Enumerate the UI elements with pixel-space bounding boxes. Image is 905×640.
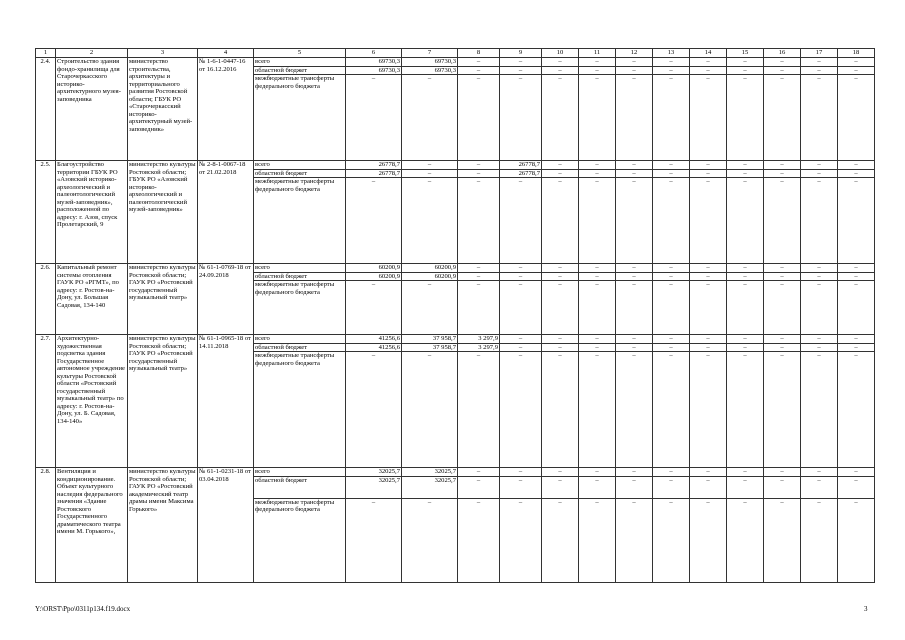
amount-year: – (801, 272, 838, 281)
amount-year: – (838, 58, 875, 67)
amount-year: – (690, 161, 727, 170)
amount-year: – (616, 468, 653, 477)
amount-year: – (764, 178, 801, 264)
funding-source: межбюджетные трансферты федерального бюджета (254, 281, 346, 335)
amount-year: – (801, 335, 838, 344)
amount-year: – (838, 498, 875, 582)
amount-year: – (653, 272, 690, 281)
object-name: Капитальный ремонт системы отопления ГАУК РО «РГМТ», по адресу: г. Ростов-на-Дону, ул. Большая Садовая, 134-140 (56, 264, 128, 335)
amount-year: – (542, 161, 579, 170)
amount-total: – (346, 75, 402, 161)
amount-year: – (801, 178, 838, 264)
amount-total: 26778,7 (346, 161, 402, 170)
funding-source: всего (254, 161, 346, 170)
column-number: 15 (727, 49, 764, 58)
amount-year: – (764, 352, 801, 468)
amount-year: – (579, 264, 616, 273)
amount-year: – (838, 272, 875, 281)
amount-year: – (500, 281, 542, 335)
amount-year: – (727, 169, 764, 178)
amount-total: 26778,7 (346, 169, 402, 178)
amount-year: – (653, 66, 690, 75)
amount-year: – (616, 272, 653, 281)
amount-year: – (542, 498, 579, 582)
item-number: 2.5. (36, 161, 56, 264)
amount-year: – (500, 272, 542, 281)
amount-year: – (727, 161, 764, 170)
column-number: 11 (579, 49, 616, 58)
amount-year: – (616, 75, 653, 161)
amount-year: – (579, 352, 616, 468)
funding-source: всего (254, 58, 346, 67)
amount-year: 60200,9 (402, 272, 458, 281)
amount-year: – (542, 476, 579, 498)
amount-total: 60200,9 (346, 264, 402, 273)
approval-document: № 61-1-0231-18 от 03.04.2018 (198, 468, 254, 583)
amount-year: – (579, 75, 616, 161)
amount-year: – (579, 66, 616, 75)
table-row (36, 335, 875, 344)
amount-total: 60200,9 (346, 272, 402, 281)
amount-year: – (653, 169, 690, 178)
amount-year: – (727, 468, 764, 477)
amount-year: – (542, 335, 579, 344)
amount-year: – (801, 264, 838, 273)
amount-year: 69730,3 (402, 66, 458, 75)
amount-year: – (764, 169, 801, 178)
amount-year: – (458, 161, 500, 170)
column-number: 5 (254, 49, 346, 58)
approval-document: № 1-6-1-0447-16 от 16.12.2016 (198, 58, 254, 161)
column-number: 7 (402, 49, 458, 58)
item-number: 2.4. (36, 58, 56, 161)
amount-year: – (500, 343, 542, 352)
object-name: Благоустройство территории ГБУК РО «Азовский историко-археологический и палеонтологический музей-заповедник», расположенной по адресу: г. Азов, спуск Пролетарский, 9 (56, 161, 128, 264)
amount-year: – (653, 476, 690, 498)
amount-year: – (500, 352, 542, 468)
amount-year: – (838, 476, 875, 498)
column-number: 17 (801, 49, 838, 58)
amount-year: – (727, 281, 764, 335)
amount-year: – (402, 352, 458, 468)
item-number: 2.7. (36, 335, 56, 468)
amount-year: – (500, 468, 542, 477)
funding-source: межбюджетные трансферты федерального бюджета (254, 352, 346, 468)
amount-year: 3 297,9 (458, 335, 500, 344)
column-number: 4 (198, 49, 254, 58)
object-name: Архитектурно-художественная подсветка здания Государственное автономное учреждение культуры Ростовской области «Ростовский государственный музыкальный театр» по адресу: г. Ростов-на-Дону, ул. Б. Садовая, 134-140» (56, 335, 128, 468)
amount-year: – (838, 75, 875, 161)
amount-year: – (653, 498, 690, 582)
approval-document: № 61-1-0769-18 от 24.09.2018 (198, 264, 254, 335)
amount-year: – (616, 343, 653, 352)
amount-year: – (542, 75, 579, 161)
amount-year: 3 297,9 (458, 343, 500, 352)
amount-year: 26778,7 (500, 169, 542, 178)
amount-year: – (690, 272, 727, 281)
amount-year: – (838, 178, 875, 264)
amount-year: – (500, 58, 542, 67)
amount-year: – (838, 66, 875, 75)
amount-year: – (579, 58, 616, 67)
amount-year: – (458, 66, 500, 75)
amount-total: 69730,3 (346, 58, 402, 67)
amount-year: – (616, 58, 653, 67)
amount-year: – (690, 468, 727, 477)
amount-year: – (690, 335, 727, 344)
column-number: 2 (56, 49, 128, 58)
amount-year: – (616, 161, 653, 170)
amount-year: – (458, 58, 500, 67)
funding-source: всего (254, 468, 346, 477)
amount-year: – (402, 75, 458, 161)
amount-year: – (542, 272, 579, 281)
object-name: Строительство здания фондо-хранилища для Старочеркасского историко-архитектурного музея-заповедника (56, 58, 128, 161)
amount-year: – (579, 343, 616, 352)
amount-year: – (500, 335, 542, 344)
funding-source: областной бюджет (254, 169, 346, 178)
amount-year: – (690, 58, 727, 67)
table-row (36, 58, 875, 67)
amount-year: – (801, 75, 838, 161)
amount-year: – (801, 169, 838, 178)
file-path: Y:\ORST\Ppo\0311p134.f19.docx (35, 605, 131, 613)
amount-year: – (801, 161, 838, 170)
amount-year: – (690, 264, 727, 273)
amount-year: – (764, 343, 801, 352)
amount-year: – (727, 264, 764, 273)
amount-year: – (579, 498, 616, 582)
amount-year: – (500, 476, 542, 498)
amount-year: – (616, 352, 653, 468)
amount-year: – (653, 335, 690, 344)
amount-year: – (764, 468, 801, 477)
amount-year: – (801, 343, 838, 352)
amount-year: – (801, 281, 838, 335)
amount-year: – (838, 264, 875, 273)
amount-year: – (458, 75, 500, 161)
amount-total: 41256,6 (346, 343, 402, 352)
table-row (36, 264, 875, 273)
amount-total: – (346, 498, 402, 582)
amount-year: – (500, 66, 542, 75)
amount-year: – (458, 169, 500, 178)
amount-year: – (542, 178, 579, 264)
amount-year: – (653, 264, 690, 273)
executor: министерство культуры Ростовской области; ГАУК РО «Ростовский государственный музыкальный театр» (128, 335, 198, 468)
amount-year: – (764, 281, 801, 335)
amount-year: – (690, 476, 727, 498)
amount-year: – (402, 161, 458, 170)
amount-year: – (458, 476, 500, 498)
column-number: 9 (500, 49, 542, 58)
amount-year: – (653, 58, 690, 67)
amount-year: – (801, 476, 838, 498)
column-number: 1 (36, 49, 56, 58)
amount-year: – (690, 169, 727, 178)
amount-year: – (653, 343, 690, 352)
funding-source: областной бюджет (254, 476, 346, 498)
amount-year: – (402, 178, 458, 264)
executor: министерство культуры Ростовской области; ГАУК РО «Ростовский академический театр драмы имени Максима Горького» (128, 468, 198, 583)
amount-total: – (346, 281, 402, 335)
column-number: 14 (690, 49, 727, 58)
amount-year: – (500, 498, 542, 582)
amount-year: – (616, 264, 653, 273)
amount-year: – (727, 498, 764, 582)
amount-total: 32025,7 (346, 468, 402, 477)
funding-source: межбюджетные трансферты федерального бюджета (254, 75, 346, 161)
funding-source: областной бюджет (254, 343, 346, 352)
executor: министерство культуры Ростовской области; ГАУК РО «Ростовский государственный музыкальный театр» (128, 264, 198, 335)
amount-year: – (690, 343, 727, 352)
amount-year: – (838, 352, 875, 468)
amount-year: – (542, 66, 579, 75)
amount-year: – (542, 264, 579, 273)
amount-year: – (727, 352, 764, 468)
page-number: 3 (864, 605, 868, 613)
approval-document: № 2-8-1-0067-18 от 21.02.2018 (198, 161, 254, 264)
amount-year: – (727, 66, 764, 75)
amount-year: – (838, 335, 875, 344)
funding-source: всего (254, 335, 346, 344)
amount-year: – (727, 343, 764, 352)
amount-year: – (764, 58, 801, 67)
table-row (36, 468, 875, 477)
column-number: 16 (764, 49, 801, 58)
amount-year: – (616, 66, 653, 75)
amount-year: – (458, 352, 500, 468)
amount-year: – (838, 169, 875, 178)
amount-year: – (616, 281, 653, 335)
approval-document: № 61-1-0965-18 от 14.11.2018 (198, 335, 254, 468)
amount-year: – (653, 161, 690, 170)
amount-year: – (653, 75, 690, 161)
amount-year: – (500, 178, 542, 264)
amount-year: – (764, 264, 801, 273)
amount-year: – (801, 498, 838, 582)
amount-total: – (346, 178, 402, 264)
amount-year: – (579, 468, 616, 477)
amount-year: – (764, 272, 801, 281)
column-number-row (36, 49, 875, 58)
amount-year: – (402, 169, 458, 178)
amount-year: 26778,7 (500, 161, 542, 170)
column-number: 12 (616, 49, 653, 58)
amount-total: – (346, 352, 402, 468)
amount-year: – (542, 352, 579, 468)
amount-year: 32025,7 (402, 476, 458, 498)
amount-year: – (764, 161, 801, 170)
amount-year: – (838, 281, 875, 335)
amount-year: – (542, 58, 579, 67)
amount-year: – (579, 335, 616, 344)
amount-year: – (653, 281, 690, 335)
amount-year: – (801, 66, 838, 75)
amount-year: – (542, 343, 579, 352)
amount-year: – (838, 161, 875, 170)
object-name: Вентиляция и кондиционирование. Объект культурного наследия федерального значения «Здание Ростовского Государственного драматического театра имени М. Горького», (56, 468, 128, 583)
amount-year: – (458, 468, 500, 477)
amount-year: 32025,7 (402, 468, 458, 477)
amount-year: – (838, 343, 875, 352)
amount-year: – (616, 476, 653, 498)
item-number: 2.8. (36, 468, 56, 583)
column-number: 18 (838, 49, 875, 58)
column-number: 13 (653, 49, 690, 58)
amount-year: – (579, 272, 616, 281)
amount-year: – (727, 75, 764, 161)
amount-year: – (764, 75, 801, 161)
amount-year: – (579, 178, 616, 264)
amount-year: – (727, 178, 764, 264)
amount-year: – (801, 352, 838, 468)
funding-source: межбюджетные трансферты федерального бюджета (254, 498, 346, 582)
funding-source: областной бюджет (254, 66, 346, 75)
amount-year: – (542, 468, 579, 477)
table-row (36, 161, 875, 170)
amount-year: – (616, 169, 653, 178)
amount-year: – (500, 264, 542, 273)
amount-year: – (690, 281, 727, 335)
amount-year: – (579, 161, 616, 170)
amount-year: – (402, 498, 458, 582)
amount-total: 69730,3 (346, 66, 402, 75)
funding-source: межбюджетные трансферты федерального бюджета (254, 178, 346, 264)
amount-year: – (764, 498, 801, 582)
amount-year: – (801, 58, 838, 67)
amount-year: – (727, 272, 764, 281)
amount-year: – (542, 169, 579, 178)
amount-year: – (458, 272, 500, 281)
column-number: 10 (542, 49, 579, 58)
executor: министерство культуры Ростовской области; ГБУК РО «Азовский историко-археологический и палеонтологический музей-заповедник» (128, 161, 198, 264)
amount-year: – (801, 468, 838, 477)
amount-year: – (690, 498, 727, 582)
amount-year: 37 958,7 (402, 343, 458, 352)
amount-year: – (764, 66, 801, 75)
amount-year: – (838, 468, 875, 477)
amount-year: – (764, 335, 801, 344)
funding-source: областной бюджет (254, 272, 346, 281)
amount-year: – (542, 281, 579, 335)
amount-year: – (579, 476, 616, 498)
amount-year: 69730,3 (402, 58, 458, 67)
amount-total: 32025,7 (346, 476, 402, 498)
item-number: 2.6. (36, 264, 56, 335)
amount-year: – (458, 498, 500, 582)
executor: министерство строительства, архитектуры и территориального развития Ростовской области; ГБУК РО «Старочеркасский историко-архитектурный музей-заповедник» (128, 58, 198, 161)
amount-year: – (653, 178, 690, 264)
amount-year: – (402, 281, 458, 335)
column-number: 6 (346, 49, 402, 58)
amount-year: – (690, 352, 727, 468)
amount-year: – (616, 498, 653, 582)
amount-year: – (579, 169, 616, 178)
amount-year: – (500, 75, 542, 161)
amount-year: – (653, 468, 690, 477)
amount-year: – (458, 281, 500, 335)
amount-year: 37 958,7 (402, 335, 458, 344)
amount-year: – (653, 352, 690, 468)
amount-year: – (458, 264, 500, 273)
column-number: 8 (458, 49, 500, 58)
amount-year: – (579, 281, 616, 335)
column-number: 3 (128, 49, 198, 58)
amount-year: – (727, 476, 764, 498)
amount-year: – (727, 335, 764, 344)
funding-source: всего (254, 264, 346, 273)
amount-year: – (616, 178, 653, 264)
amount-year: – (458, 178, 500, 264)
amount-year: – (690, 178, 727, 264)
amount-year: – (690, 66, 727, 75)
budget-table (35, 48, 875, 583)
amount-year: – (690, 75, 727, 161)
amount-total: 41256,6 (346, 335, 402, 344)
amount-year: – (764, 476, 801, 498)
amount-year: – (727, 58, 764, 67)
amount-year: – (616, 335, 653, 344)
amount-year: 60200,9 (402, 264, 458, 273)
